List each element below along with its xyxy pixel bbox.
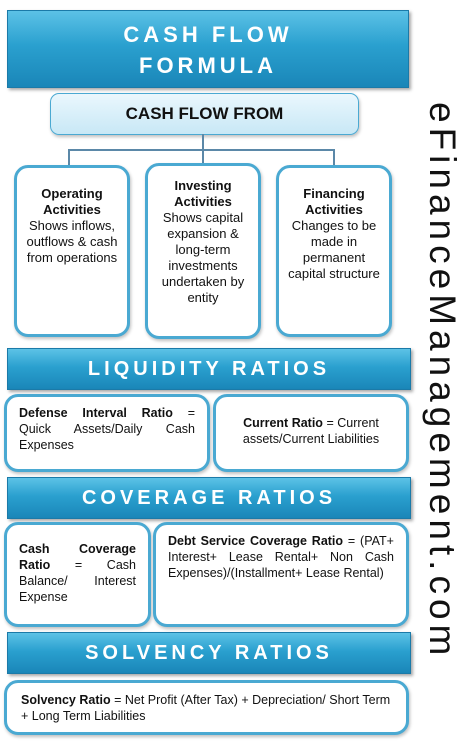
cash-flow-from-box: CASH FLOW FROM: [50, 93, 359, 135]
financing-activities-title: Financing Activities: [303, 186, 365, 217]
debt-service-coverage-ratio-name: Debt Service Coverage Ratio: [168, 534, 344, 548]
debt-service-coverage-ratio-box: [153, 522, 409, 627]
defense-interval-ratio-box: [4, 394, 210, 472]
title-banner: [7, 10, 409, 88]
debt-service-coverage-ratio-formula: = (PAT+ Interest+ Lease Rental+ Non Cash Expenses)/(Installment+ Lease Rental): [168, 534, 394, 580]
operating-activities-box: [14, 165, 130, 337]
connector-trunk: [202, 134, 204, 150]
investing-activities-box: [145, 163, 261, 339]
current-ratio-formula: = Current assets/Current Liabilities: [242, 416, 380, 446]
financing-activities-desc: Changes to be made in permanent capital structure: [288, 218, 380, 281]
title-line-1: CASH FLOW: [123, 22, 293, 47]
investing-activities-desc: Shows capital expansion & long-term investments undertaken by entity: [161, 210, 245, 305]
coverage-ratios-banner: COVERAGE RATIOS: [7, 477, 411, 519]
defense-interval-ratio-formula: = Quick Assets/Daily Cash Expenses: [19, 406, 195, 452]
solvency-ratio-formula: = Net Profit (After Tax) + Depreciation/ Short Term + Long Term Liabilities: [21, 693, 391, 723]
solvency-ratio-box: [4, 680, 409, 735]
solvency-ratios-banner: SOLVENCY RATIOS: [7, 632, 411, 674]
current-ratio-box: [213, 394, 409, 472]
defense-interval-ratio-name: Defense Interval Ratio: [19, 406, 173, 420]
connector-operating: [68, 149, 70, 165]
operating-activities-title: Operating Activities: [41, 186, 103, 217]
cash-coverage-ratio-formula: = Cash Balance/ Interest Expense: [19, 558, 136, 604]
investing-activities-title: Investing Activities: [174, 178, 232, 209]
cash-coverage-ratio-box: [4, 522, 151, 627]
site-watermark: eFinanceManagement.com: [422, 102, 463, 661]
liquidity-ratios-banner: LIQUIDITY RATIOS: [7, 348, 411, 390]
cash-coverage-ratio-name: Cash Coverage Ratio: [19, 542, 136, 572]
connector-financing: [333, 149, 335, 165]
title-line-2: FORMULA: [139, 53, 277, 78]
solvency-ratio-name: Solvency Ratio: [21, 693, 111, 707]
current-ratio-name: Current Ratio: [243, 416, 323, 430]
financing-activities-box: [276, 165, 392, 337]
operating-activities-desc: Shows inflows, outflows & cash from operations: [26, 218, 118, 265]
connector-investing: [202, 149, 204, 163]
